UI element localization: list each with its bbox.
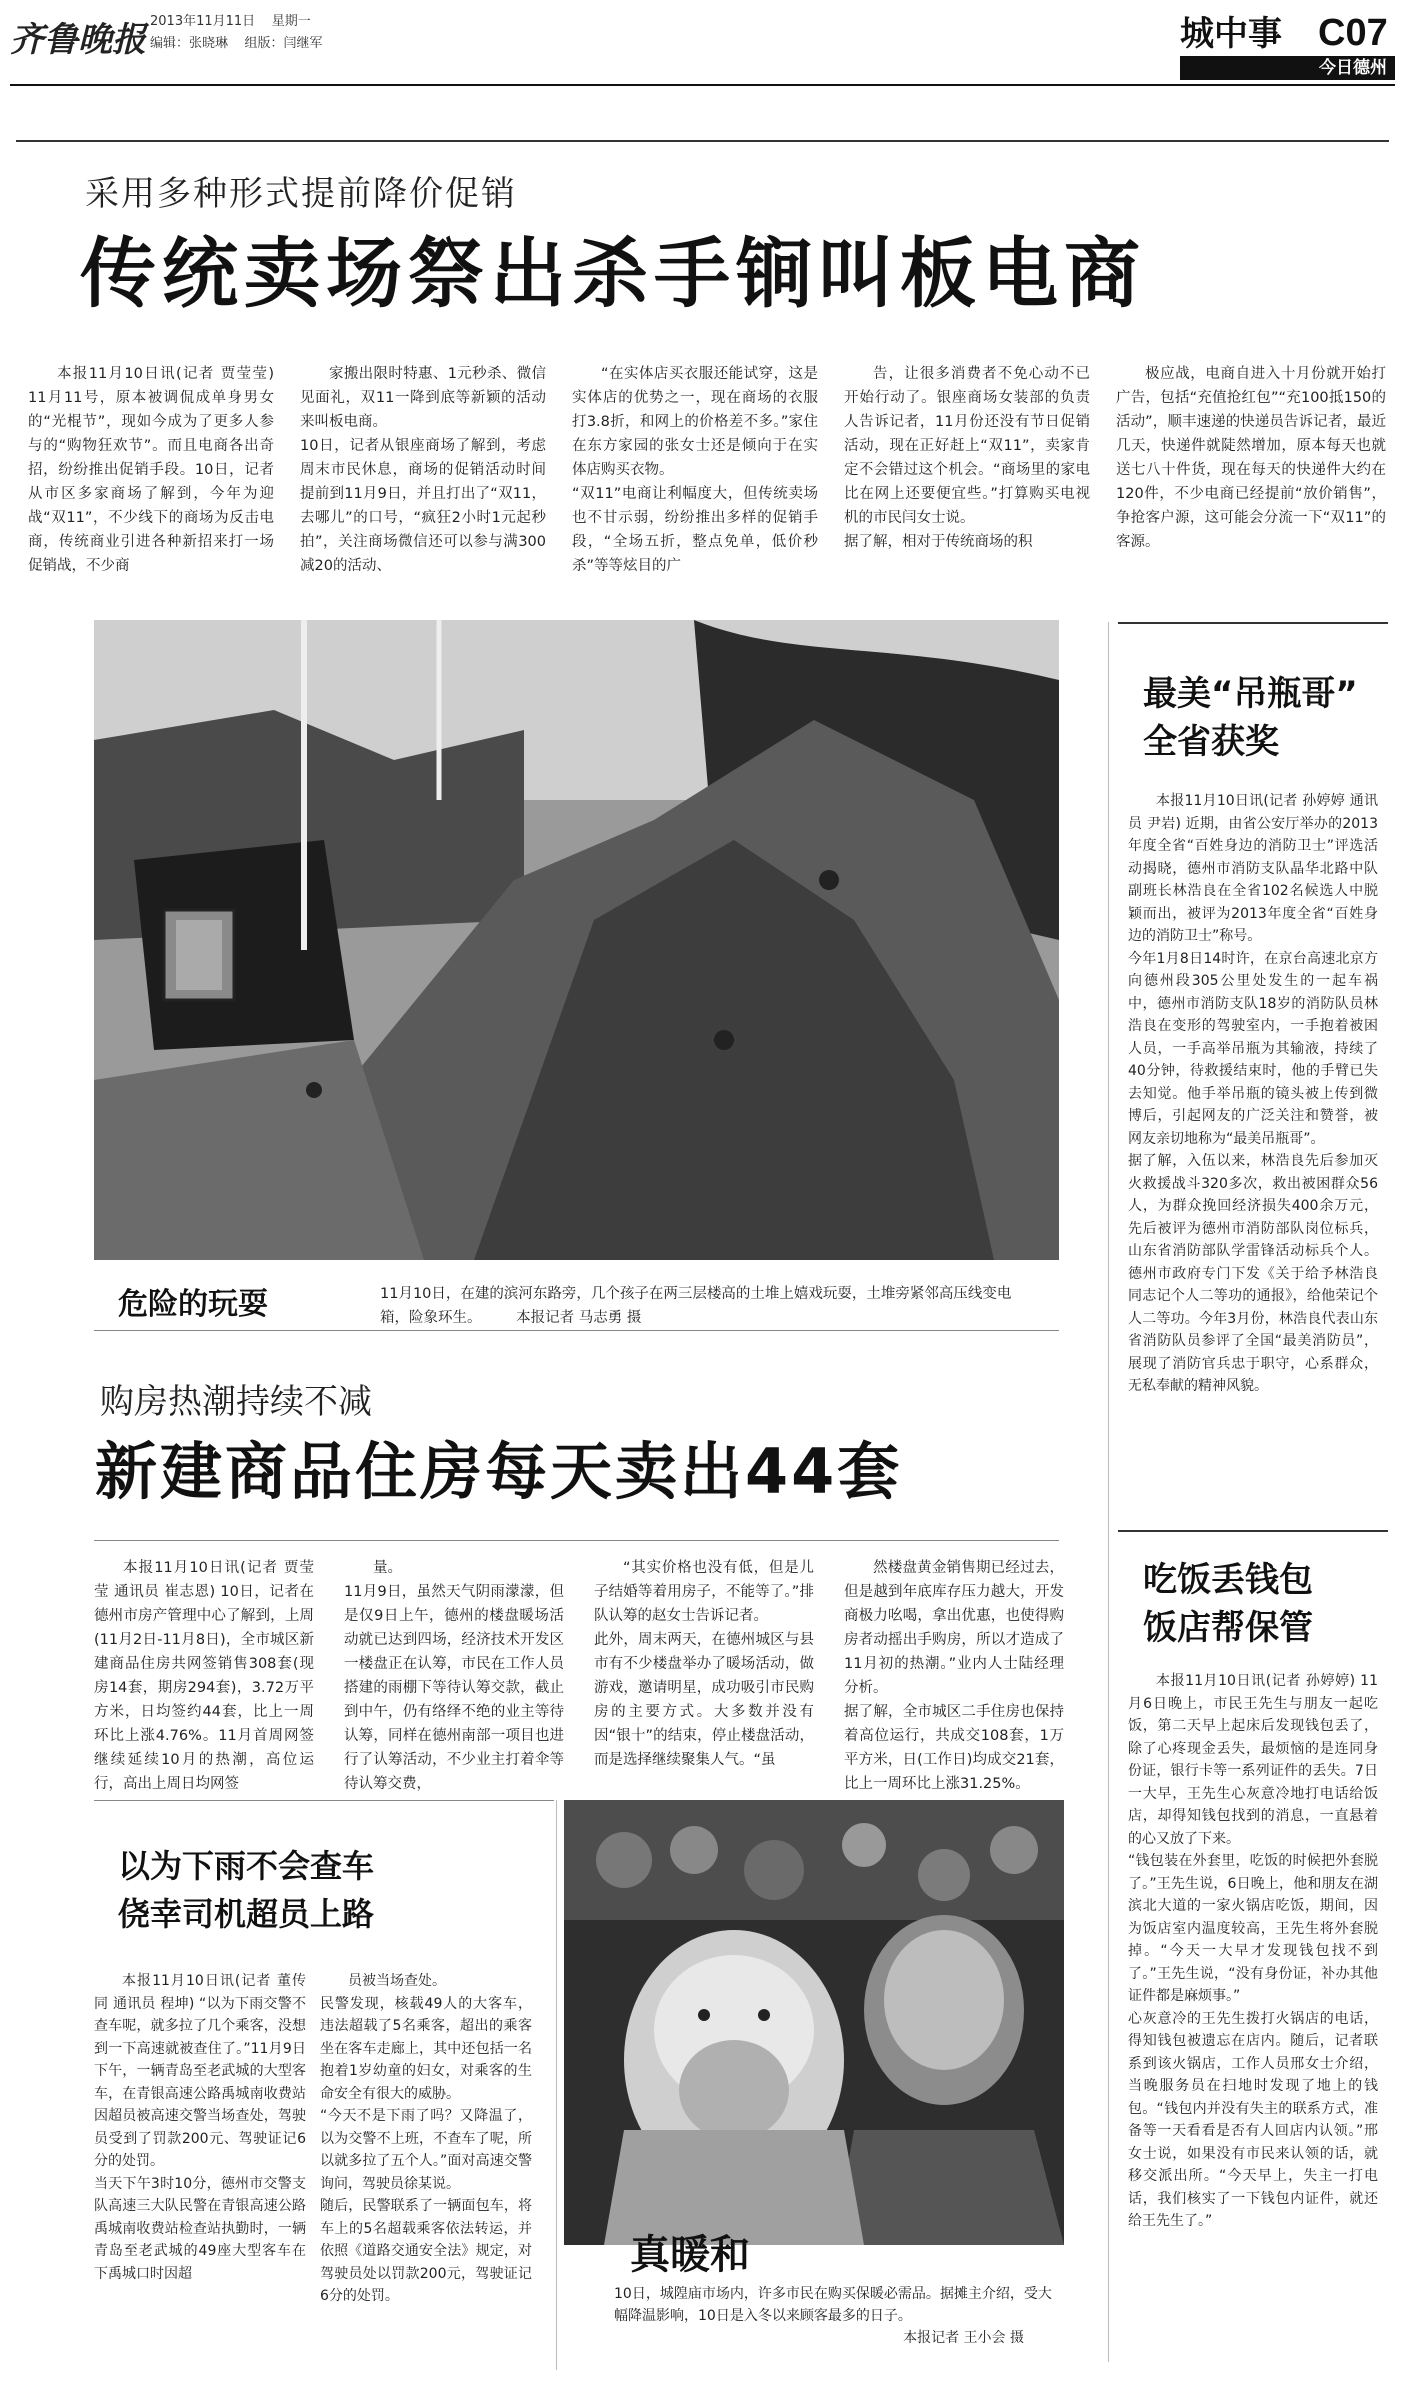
photo-market (564, 1800, 1064, 2245)
side2-top-rule (1118, 1530, 1388, 1532)
dirt-mound-image (94, 620, 1059, 1260)
overload-col-2 (320, 1970, 532, 2370)
side2-title-line2: 饭店帮保管 (1143, 1608, 1313, 1648)
lead-col-3-text: “在实体店买衣服还能试穿，这是实体店的优势之一，现在商场的衣服打3.8折，和网上的价格差不多。”家住在东方家园的张女士还是倾向于在实体店购买衣物。 “双11”电商让利幅度大，但传统卖场也不甘示弱，纷纷推出多样的促销手段，“全场五折，整点免单，低价秒杀”等等炫目的广 (572, 366, 818, 574)
overload-title-line2: 侥幸司机超员上路 (118, 1895, 375, 1933)
lead-top-rule (16, 140, 1389, 142)
lead-col-2 (300, 362, 546, 574)
side1-title-line1: 最美“吊瓶哥” (1143, 674, 1358, 714)
right-rail-divider (1108, 622, 1109, 2362)
housing-col-2 (344, 1556, 564, 1792)
masthead-rule (10, 84, 1395, 86)
photo-dirt-mound (94, 620, 1059, 1260)
date-text: 2013年11月11日 (150, 14, 256, 29)
photo1-caption-text: 11月10日，在建的滨河东路旁，几个孩子在两三层楼高的土堆上嬉戏玩耍，土堆旁紧邻高压线变电箱，险象环生。 (380, 1286, 1012, 1326)
lead-col-1 (28, 362, 274, 574)
housing-col-3 (594, 1556, 814, 1786)
issue-date (150, 12, 311, 31)
lead-col-1-text: 本报11月10日讯(记者 贾莹莹) 11月11号，原本被调侃成单身男女的“光棍节”，现如今成为了更多人参与的“购物狂欢节”。而且电商各出奇招，纷纷推出促销手段。10日，记者从市区多家商场了解到，今年为迎战“双11”，不少线下的商场为反击电商，传统商业引进各种新招来打一场促销战，不少商 (28, 366, 274, 574)
paper-name: 齐鲁晚报 (10, 20, 146, 60)
side1-top-rule (1118, 622, 1388, 624)
photo2-credit: 本报记者 王小会 摄 (903, 2330, 1024, 2346)
overload-col-2-text: 员被当场查处。 民警发现，核载49人的大客车，违法超载了5名乘客，超出的乘客坐在客车走廊上，其中还包括一名抱着1岁幼童的妇女，对乘客的生命安全有很大的威胁。 “今天不是下雨了吗？又降温了，以为交警不上班，不查车了呢，所以就多拉了五个人。”面对高速交警询问，驾驶员徐某说。 随后，民警联系了一辆面包车，将车上的5名超载乘客依法转运，并依照《道路交通安全法》规定，对驾驶员处以罚款200元，驾驶证记6分的处罚。 (320, 1973, 532, 2304)
side2-body (1128, 1670, 1378, 2370)
side1-title-line2: 全省获奖 (1143, 722, 1279, 762)
side1-body (1128, 790, 1378, 1510)
lead-col-5 (1116, 362, 1386, 562)
weekday-text: 星期一 (271, 14, 311, 29)
photo1-bottom-rule (94, 1330, 1059, 1331)
overload-col-1 (94, 1970, 306, 2370)
overload-divider (556, 1800, 557, 2370)
editor-credits (150, 34, 323, 53)
lead-headline: 传统卖场祭出杀手锏叫板电商 (80, 229, 1146, 318)
overload-col-1-text: 本报11月10日讯(记者 董传同 通讯员 程坤) “以为下雨交警不查车呢，就多拉了几个乘客，没想到一下高速就被查住了。”11月9日下午，一辆青岛至老武城的大型客车，在青银高速公路禹城南收费站因超员被高速交警当场查处，驾驶员受到了罚款200元、驾驶证记6分的处罚。 当天下午3时10分，德州市交警支队高速三大队民警在青银高速公路禹城南收费站检查站执勤时，一辆青岛至老武城的49座大型客车在下禹城口时因超 (94, 1973, 306, 2282)
side1-body-text: 本报11月10日讯(记者 孙婷婷 通讯员 尹岩) 近期，由省公安厅举办的2013年度全省“百姓身边的消防卫士”评选活动揭晓，德州市消防支队晶华北路中队副班长林浩良在全省102名候选人中脱颖而出，被评为2013年度全省“百姓身边的消防卫士”称号。 今年1月8日14时许，在京台高速北京方向德州段305公里处发生的一起车祸中，德州市消防支队18岁的消防队员林浩良在变形的驾驶室内，一手抱着被困人员，一手高举吊瓶为其输液，持续了40分钟，待救援结束时，他的手臂已失去知觉。他手举吊瓶的镜头被上传到微博后，引起网友的广泛关注和赞誉，被网友亲切地称为“最美吊瓶哥”。 据了解，入伍以来，林浩良先后参加灭火救援战斗320多次，救出被困群众56人，为群众挽回经济损失400余万元，先后被评为德州市消防部队岗位标兵，山东省消防部队学雷锋活动标兵个人。德州市政府专门下发《关于给予林浩良同志记个人二等功的通报》，给他荣记个人二等功。今年3月份，林浩良代表山东省消防队员参评了全国“最美消防员”，展现了消防官兵忠于职守，心系群众，无私奉献的精神风貌。 (1128, 793, 1378, 1394)
sub-section-badge: 今日德州 (1180, 56, 1395, 80)
housing-col-4 (844, 1556, 1064, 1792)
lead-col-3 (572, 362, 818, 574)
editor-text: 编辑：张晓琳 (150, 36, 229, 51)
overload-title-line1: 以为下雨不会查车 (118, 1847, 375, 1885)
housing-col-1-text: 本报11月10日讯(记者 贾莹莹 通讯员 崔志恩) 10日，记者在德州市房产管理中心了解到，上周(11月2日-11月8日)，全市城区新建商品住房共网签销售308套(现房14套，期房294套)，3.72万平方米，日均签约44套，比上一周环比上涨4.76%。11月首周网签继续延续10月的热潮，高位运行，高出上周日均网签 (94, 1560, 314, 1792)
market-image (564, 1800, 1064, 2245)
lead-col-4-text: 告，让很多消费者不免心动不已开始行动了。银座商场女装部的负责人告诉记者，11月份还没有节日促销活动，现在正好赶上“双11”，卖家肯定不会错过这个机会。“商场里的家电比在网上还要便宜些。”打算购买电视机的市民闫女士说。 据了解，相对于传统商场的积 (844, 366, 1090, 550)
side2-title (1143, 1556, 1383, 1652)
side2-title-line1: 吃饭丢钱包 (1143, 1560, 1313, 1600)
photo2-title: 真暖和 (630, 2232, 750, 2278)
housing-kicker: 购房热潮持续不减 (100, 1382, 372, 1422)
photo2-caption (614, 2283, 1064, 2349)
layout-text: 组版：闫继军 (244, 36, 323, 51)
photo1-caption (380, 1282, 1030, 1330)
section-name: 城中事 (1180, 14, 1282, 54)
side1-title (1143, 670, 1383, 766)
lead-col-4 (844, 362, 1090, 562)
masthead (0, 0, 1409, 78)
housing-col-2-text: 量。 11月9日，虽然天气阴雨濛濛，但是仅9日上午，德州的楼盘暖场活动就已达到四场，经济技术开发区一楼盘正在认筹，市民在工作人员搭建的雨棚下等待认筹交款，截止到中午，仍有络绎不绝的业主等待认筹，同样在德州南部一项目也进行了认筹活动，不少业主打着伞等待认筹交费， (344, 1560, 564, 1792)
housing-col-4-text: 然楼盘黄金销售期已经过去，但是越到年底库存压力越大，开发商极力吆喝，拿出优惠，也使得购房者动摇出手购房，所以才造成了11月初的热潮。”业内人士陆经理分析。 据了解，全市城区二手住房也保持着高位运行，共成交108套，1万平方米，日(工作日)均成交21套，比上一周环比上涨31.25%。 (844, 1560, 1064, 1792)
photo1-credit: 本报记者 马志勇 摄 (516, 1310, 642, 1326)
lead-kicker: 采用多种形式提前降价促销 (85, 174, 517, 214)
overload-top-rule (94, 1800, 554, 1801)
photo2-caption-text: 10日，城隍庙市场内，许多市民在购买保暖必需品。据摊主介绍，受大幅降温影响，10日是入冬以来顾客最多的日子。 (614, 2286, 1052, 2324)
housing-headline: 新建商品住房每天卖出44套 (95, 1435, 903, 1508)
lead-col-2-text: 家搬出限时特惠、1元秒杀、微信见面礼，双11一降到底等新颖的活动来叫板电商。 10日，记者从银座商场了解到，考虑周末市民休息，商场的促销活动时间提前到11月9日，并且打出了“双11，去哪儿”的口号，“疯狂2小时1元起秒拍”，关注商场微信还可以参与满300减20的活动、 (300, 366, 546, 574)
housing-col-3-text: “其实价格也没有低，但是儿子结婚等着用房子，不能等了。”排队认筹的赵女士告诉记者。 此外，周末两天，在德州城区与县市有不少楼盘举办了暖场活动，做游戏，邀请明星，成功吸引市民购房的主要方式。大多数并没有因“银十”的结束，停止楼盘活动，而是选择继续聚集人气。“虽 (594, 1560, 814, 1768)
housing-top-rule (94, 1540, 1059, 1541)
lead-col-5-text: 极应战，电商自进入十月份就开始打广告，包括“充值抢红包”“充100抵150的活动”，顺丰速递的快递员告诉记者，最近几天，快递件就陡然增加，原本每天也就送七八十件货，现在每天的快递件大约在120件，不少电商已经提前“放价销售”，争抢客户源，这可能会分流一下“双11”的客源。 (1116, 366, 1386, 550)
photo1-title: 危险的玩耍 (118, 1287, 268, 1322)
side2-body-text: 本报11月10日讯(记者 孙婷婷) 11月6日晚上，市民王先生与朋友一起吃饭，第二天早上起床后发现钱包丢了，除了心疼现金丢失，最烦恼的是连同身份证，银行卡等一系列证件的丢失。7日一大早，王先生心灰意冷地打电话给饭店，却得知钱包找到的消息，一直悬着的心又放了下来。 “钱包装在外套里，吃饭的时候把外套脱了。”王先生说，6日晚上，他和朋友在湖滨北大道的一家火锅店吃饭，期间，因为饭店室内温度较高，王先生将外套脱掉。“今天一大早才发现钱包找不到了。”王先生说，“没有身份证，补办其他证件都是麻烦事。” 心灰意冷的王先生拨打火锅店的电话，得知钱包被遗忘在店内。随后，记者联系到该火锅店，工作人员邢女士介绍，当晚服务员在扫地时发现了地上的钱包。“钱包内并没有失主的联系方式，准备等一天看看是否有人回店内认领。”邢女士说，如果没有市民来认领的话，就移交派出所。“今天早上，失主一打电话，我们核实了一下钱包内证件，就还给王先生了。” (1128, 1673, 1378, 2229)
overload-title (118, 1842, 374, 1938)
page-number: C07 (1318, 12, 1388, 54)
housing-col-1 (94, 1556, 314, 1792)
